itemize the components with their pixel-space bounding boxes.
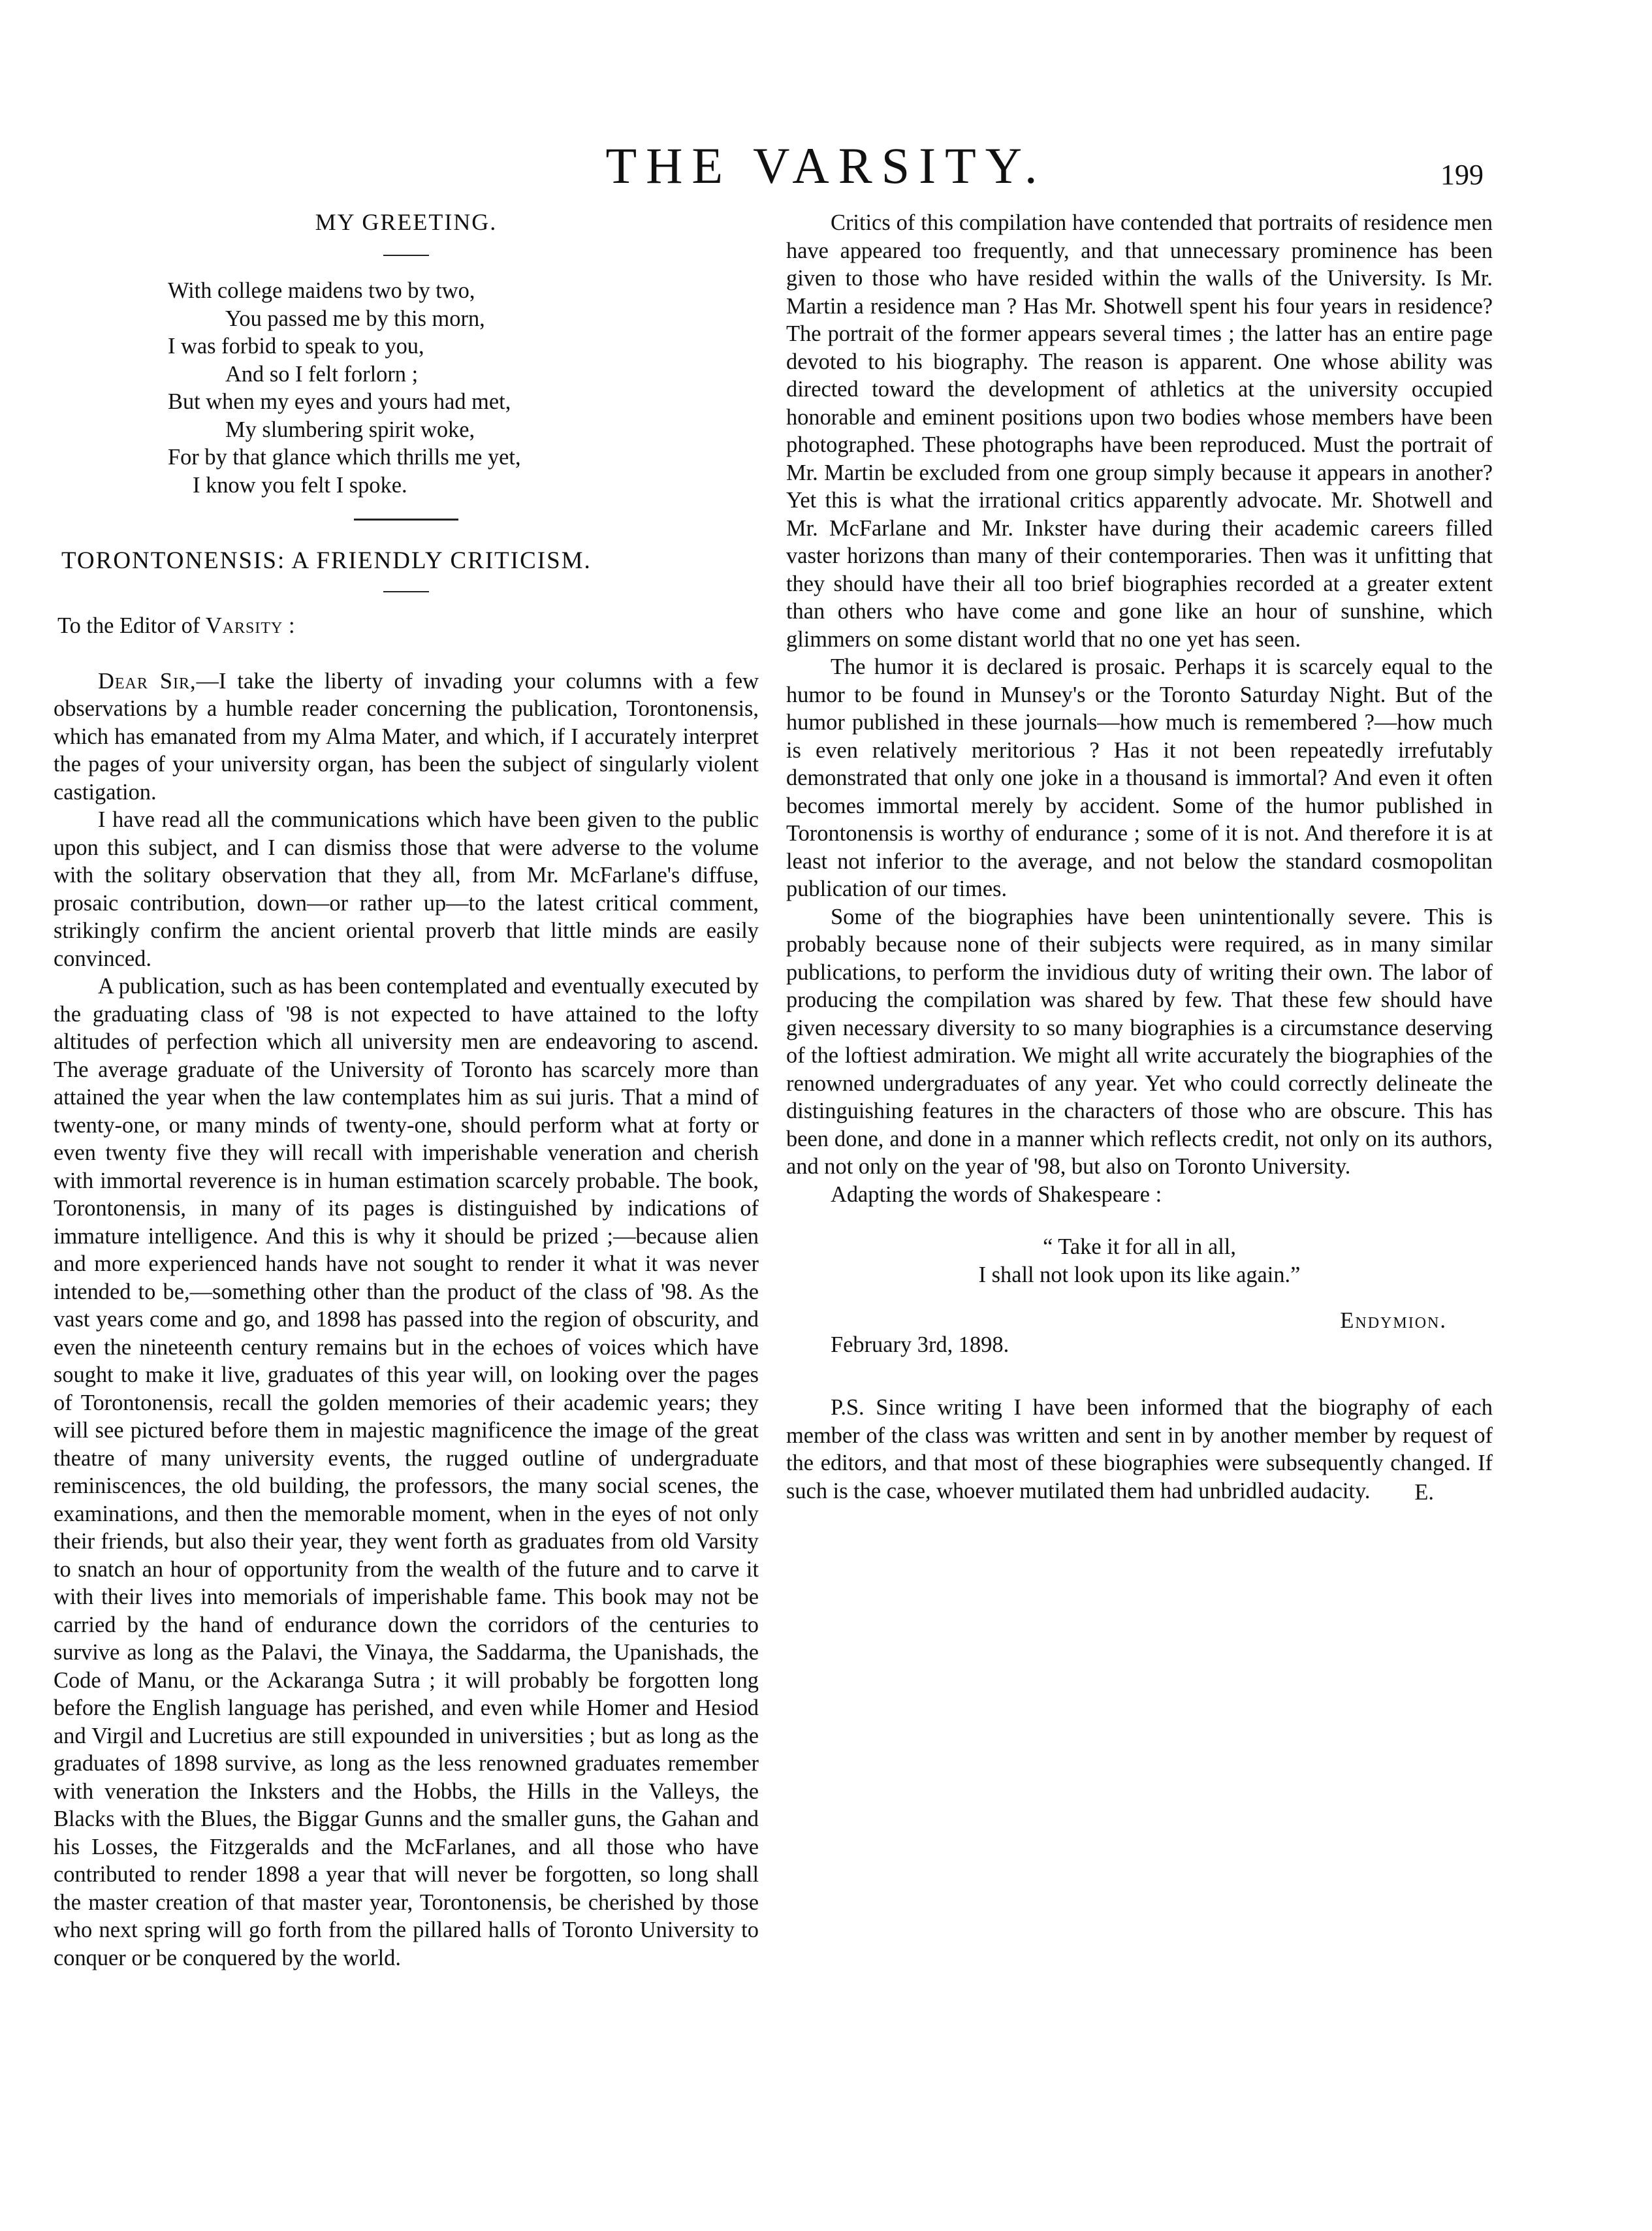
poem-line: You passed me by this morn, xyxy=(225,306,485,331)
quotation xyxy=(786,1233,1493,1289)
salutation-suffix: : xyxy=(283,613,295,638)
poem-line: For by that glance which thrills me yet, xyxy=(168,445,521,470)
opening-words: Dear Sir, xyxy=(98,668,197,694)
poem-line: I know you felt I spoke. xyxy=(193,472,407,498)
paragraph-text: —I take the liberty of invading your columns with a few observations by a humble reader concerning the publication, Torontonensis, which has emanated from my Alma Mater, and which, if I accurately interpret the pages of your university organ, has been the subject of singularly violent castigation. xyxy=(54,668,759,805)
divider xyxy=(383,255,429,256)
salutation-name: Varsity xyxy=(205,613,283,638)
poem-line: And so I felt forlorn ; xyxy=(225,361,419,387)
page-number: 199 xyxy=(1440,159,1484,191)
paragraph: Some of the biographies have been unintentionally severe. This is probably because none of their subjects were required, as in many similar publications, to perform the invidious duty of writing their own. The labor of producing the compilation was shared by few. That these few should have given necessary diversity to so many biographies is a circumstance deserving of the loftiest admiration. We might all write accurately the biographies of the renowned undergraduates of any year. Yet who could correctly delineate the distinguishing features in the characters of those who are obscure. This has been done, and done in a manner which reflects credit, not only on its authors, and not only on the year of '98, but also on Toronto University. xyxy=(786,904,1493,1179)
paragraph xyxy=(54,667,759,807)
salutation xyxy=(57,612,759,640)
dateline: February 3rd, 1898. xyxy=(831,1332,1009,1357)
divider xyxy=(383,591,429,592)
signature: Endymion. xyxy=(1340,1308,1447,1333)
right-column xyxy=(786,209,1493,1507)
paragraph: The humor it is declared is prosaic. Perhaps it is scarcely equal to the humor to be found in Munsey's or the Toronto Saturday Night. But of the humor published in these journals—how much is remembered ?—how much is even relatively meritorious ? Has it not been repeatedly irrefutably demonstrated that only one joke in a thousand is immortal? And even it often becomes immortal merely by accident. Some of the humor published in Torontonensis is worthy of endurance ; some of it is not. And therefore it is at least not inferior to the average, and not below the standard cosmopolitan publication of our times. xyxy=(786,654,1493,901)
quote-line: “ Take it for all in all, xyxy=(1043,1234,1236,1259)
left-column xyxy=(54,209,759,1972)
paragraph: I have read all the communications which have been given to the public upon this subject, and I can dismiss those that were adverse to the volume with the solitary observation that they all, from Mr. McFarlane's diffuse, prosaic contribution, down—or rather up—to the latest critical comment, strikingly confirm the ancient oriental proverb that little minds are easily convinced. xyxy=(54,807,759,971)
postscript-signature: E. xyxy=(1414,1480,1434,1505)
article-title: TORONTONENSIS: A FRIENDLY CRITICISM. xyxy=(61,547,592,574)
salutation-prefix: To the Editor of xyxy=(57,613,206,638)
poem-line: But when my eyes and yours had met, xyxy=(168,389,511,414)
paragraph: Critics of this compilation have contended that portraits of residence men have appeared too frequently, and that unnecessary prominence has been given to those who have resided within the walls of the University. Is Mr. Martin a residence man ? Has Mr. Shotwell spent his four years in residence? The portrait of the former appears several times ; the latter has an entire page devoted to his biography. The reason is apparent. One whose ability was directed toward the development of athletics at the university occupied honorable and eminent positions upon two bodies whose members have been photographed. These photographs have been reproduced. Must the portrait of Mr. Martin be excluded from one group simply because it appears in another? Yet this is what the irrational critics apparently advocate. Mr. Shotwell and Mr. McFarlane and Mr. Inkster have during their academic careers filled vaster horizons than many of their contemporaries. Then was it unfitting that they should have their all too brief biographies recorded at a greater extent than others who have come and gone like an hour of sunshine, which glimmers on some distant world that no one yet has seen. xyxy=(786,210,1493,652)
postscript: P.S. Since writing I have been informed that the biography of each member of the class was written and sent in by another member by request of the editors, and that most of these biographies were subsequently changed. If such is the case, whoever mutilated them had unbridled audacity. xyxy=(786,1395,1493,1503)
poem-title: MY GREETING. xyxy=(315,209,498,235)
poem-body xyxy=(168,277,759,499)
poem-line: My slumbering spirit woke, xyxy=(225,417,475,442)
paragraph: A publication, such as has been contemplated and eventually executed by the graduating class of '98 is not expected to have attained to the lofty altitudes of perfection which all university men are endeavoring to ascend. The average graduate of the University of Toronto has scarcely more than attained the year when the law contemplates him as sui juris. That a mind of twenty-one, or many minds of twenty-one, should perform what at forty or even twenty five they will recall with imperishable veneration and cherish with immortal reverence is in human estimation scarcely probable. The book, Torontonensis, in many of its pages is distinguished by indications of immature intelligence. And this is why it should be prized ;—because alien and more experienced hands have not sought to render it what it was never intended to be,—something other than the product of the class of '98. As the vast years come and go, and 1898 has passed into the region of obscurity, and even the nineteenth century remains but in the echoes of voices which have sought to make it live, graduates of this year will, on looking over the pages of Torontonensis, recall the golden memories of their academic years; they will see pictured before them in majestic magnificence the image of the great theatre of many university events, the rugged outline of undergraduate reminiscences, the old building, the professors, the many social scenes, the examinations, and then the memorable moment, when in the eyes of not only their friends, but also their year, they went forth as graduates from old Varsity to snatch an hour of opportunity from the wealth of the future and to carve it with their lives into memorials of imperishable fame. This book may not be carried by the hand of endurance down the corridors of the centuries to survive as long as the Palavi, the Vinaya, the Saddarma, the Upanishads, the Code of Manu, or the Ackaranga Sutra ; it will probably be forgotten long before the English language has perished, and even while Homer and Hesiod and Virgil and Lucretius are still expounded in universities ; but as long as the graduates of 1898 survive, as long as the less renowned graduates remember with veneration the Inksters and the Hobbs, the Hills in the Valleys, the Blacks with the Blues, the Biggar Gunns and the smaller guns, the Gahan and his Losses, the Fitzgeralds and the McFarlanes, and all those who have contributed to render 1898 a year that will never be forgotten, so long shall the master creation of that master year, Torontonensis, be cherished by those who next spring will go forth from the pillared halls of Toronto University to conquer or be conquered by the world. xyxy=(54,974,759,1970)
masthead: THE VARSITY. xyxy=(605,137,1047,194)
quote-line: I shall not look upon its like again.” xyxy=(978,1262,1301,1287)
paragraph: Adapting the words of Shakespeare : xyxy=(831,1181,1162,1207)
section-divider xyxy=(354,519,458,521)
poem-line: With college maidens two by two, xyxy=(168,278,475,303)
poem-line: I was forbid to speak to you, xyxy=(168,334,424,359)
poem xyxy=(54,209,759,499)
